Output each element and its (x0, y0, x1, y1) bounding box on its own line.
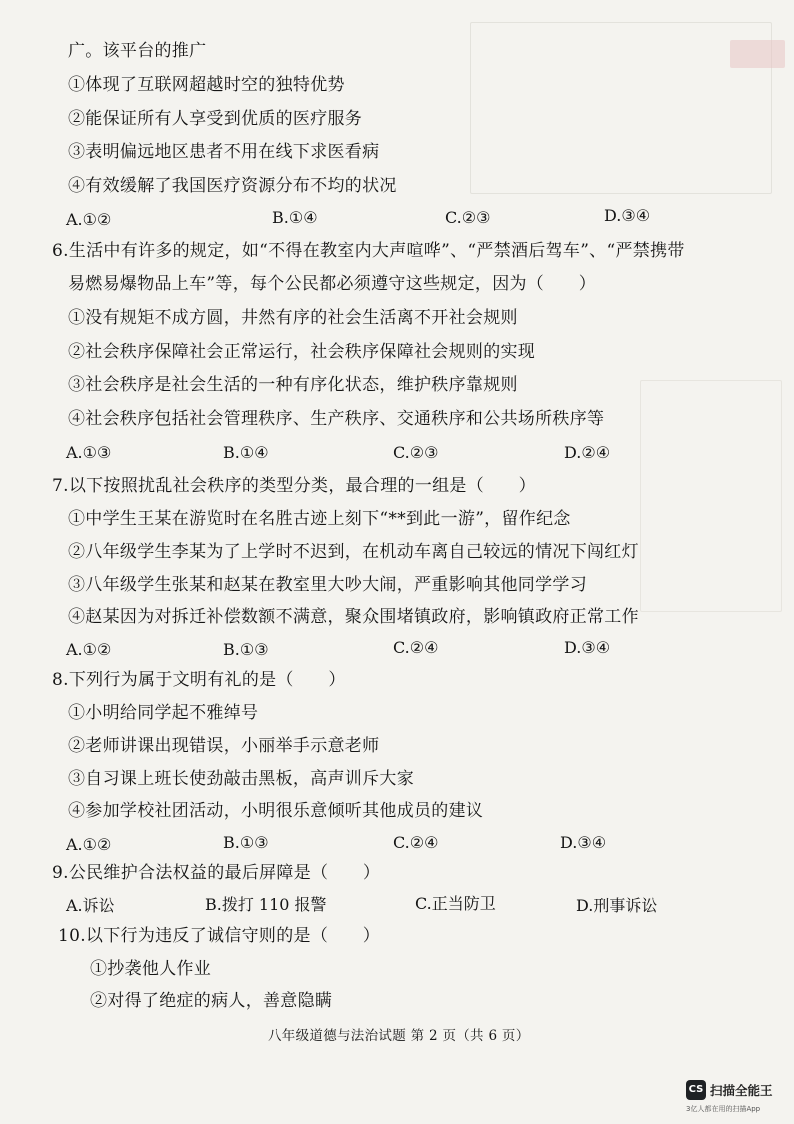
q8-item-1: ①小明给同学起不雅绰号 (68, 703, 259, 723)
scanner-tagline: 3亿人都在用的扫描App (686, 1105, 761, 1113)
q7-stem: 7.以下按照扰乱社会秩序的类型分类，最合理的一组是（ ） (52, 476, 536, 496)
q8-item-4: ④参加学校社团活动，小明很乐意倾听其他成员的建议 (68, 801, 484, 821)
q6-option-c: C.②③ (393, 443, 439, 462)
q6-stem-2: 易燃易爆物品上车”等，每个公民都必须遵守这些规定，因为（ ） (68, 274, 596, 294)
q7-option-d: D.③④ (564, 638, 611, 657)
q8-option-b: B.①③ (223, 833, 269, 852)
q8-item-3: ③自习课上班长使劲敲击黑板，高声训斥大家 (68, 769, 414, 789)
q8-stem: 8.下列行为属于文明有礼的是（ ） (52, 670, 346, 690)
q7-option-a: A.①② (66, 640, 112, 659)
q8-option-d: D.③④ (560, 833, 607, 852)
q5-option-a: A.①② (66, 210, 112, 229)
q5-item-3: ③表明偏远地区患者不用在线下求医看病 (68, 142, 380, 162)
page-footer: 八年级道德与法治试题 第 2 页（共 6 页） (268, 1028, 530, 1044)
q10-item-1: ①抄袭他人作业 (90, 959, 212, 979)
q8-option-c: C.②④ (393, 833, 439, 852)
q5-option-c: C.②③ (445, 208, 491, 227)
q9-option-d: D.刑事诉讼 (576, 896, 658, 915)
q7-item-1: ①中学生王某在游览时在名胜古迹上刻下“**到此一游”，留作纪念 (68, 509, 571, 529)
q5-item-4: ④有效缓解了我国医疗资源分布不均的状况 (68, 176, 397, 196)
q7-item-3: ③八年级学生张某和赵某在教室里大吵大闹，严重影响其他同学学习 (68, 575, 587, 595)
q10-item-2: ②对得了绝症的病人，善意隐瞒 (90, 991, 333, 1011)
bleed-through-mark (730, 40, 785, 68)
q6-stem-1: 6.生活中有许多的规定，如“不得在教室内大声喧哗”、“严禁酒后驾车”、“严禁携带 (52, 241, 685, 261)
q7-item-2: ②八年级学生李某为了上学时不迟到，在机动车离自己较远的情况下闯红灯 (68, 542, 639, 562)
q8-option-a: A.①② (66, 835, 112, 854)
scanner-app-name: 扫描全能王 (710, 1083, 773, 1098)
q7-option-b: B.①③ (223, 640, 269, 659)
scanner-watermark (686, 1080, 786, 1116)
q5-option-b: B.①④ (272, 208, 318, 227)
q10-stem: 10.以下行为违反了诚信守则的是（ ） (58, 926, 381, 946)
q6-item-2: ②社会秩序保障社会正常运行，社会秩序保障社会规则的实现 (68, 342, 536, 362)
q5-stem-tail: 广。该平台的推广 (68, 41, 207, 61)
q5-option-d: D.③④ (604, 206, 651, 225)
q6-item-4: ④社会秩序包括社会管理秩序、生产秩序、交通秩序和公共场所秩序等 (68, 409, 605, 429)
q9-option-b: B.拨打 110 报警 (205, 895, 327, 914)
q6-item-3: ③社会秩序是社会生活的一种有序化状态，维护秩序靠规则 (68, 375, 518, 395)
bleed-through-box (640, 380, 782, 612)
bleed-through-table (470, 22, 772, 194)
q6-option-a: A.①③ (66, 443, 112, 462)
camscanner-logo-icon: CS (686, 1080, 706, 1100)
q6-option-b: B.①④ (223, 443, 269, 462)
q5-item-1: ①体现了互联网超越时空的独特优势 (68, 75, 345, 95)
q6-option-d: D.②④ (564, 443, 611, 462)
q9-option-c: C.正当防卫 (415, 894, 496, 913)
q7-option-c: C.②④ (393, 638, 439, 657)
q6-item-1: ①没有规矩不成方圆，井然有序的社会生活离不开社会规则 (68, 308, 518, 328)
q9-option-a: A.诉讼 (66, 896, 115, 915)
q5-item-2: ②能保证所有人享受到优质的医疗服务 (68, 109, 363, 129)
q8-item-2: ②老师讲课出现错误，小丽举手示意老师 (68, 736, 380, 756)
q7-item-4: ④赵某因为对拆迁补偿数额不满意，聚众围堵镇政府，影响镇政府正常工作 (68, 607, 639, 627)
q9-stem: 9.公民维护合法权益的最后屏障是（ ） (52, 863, 381, 883)
